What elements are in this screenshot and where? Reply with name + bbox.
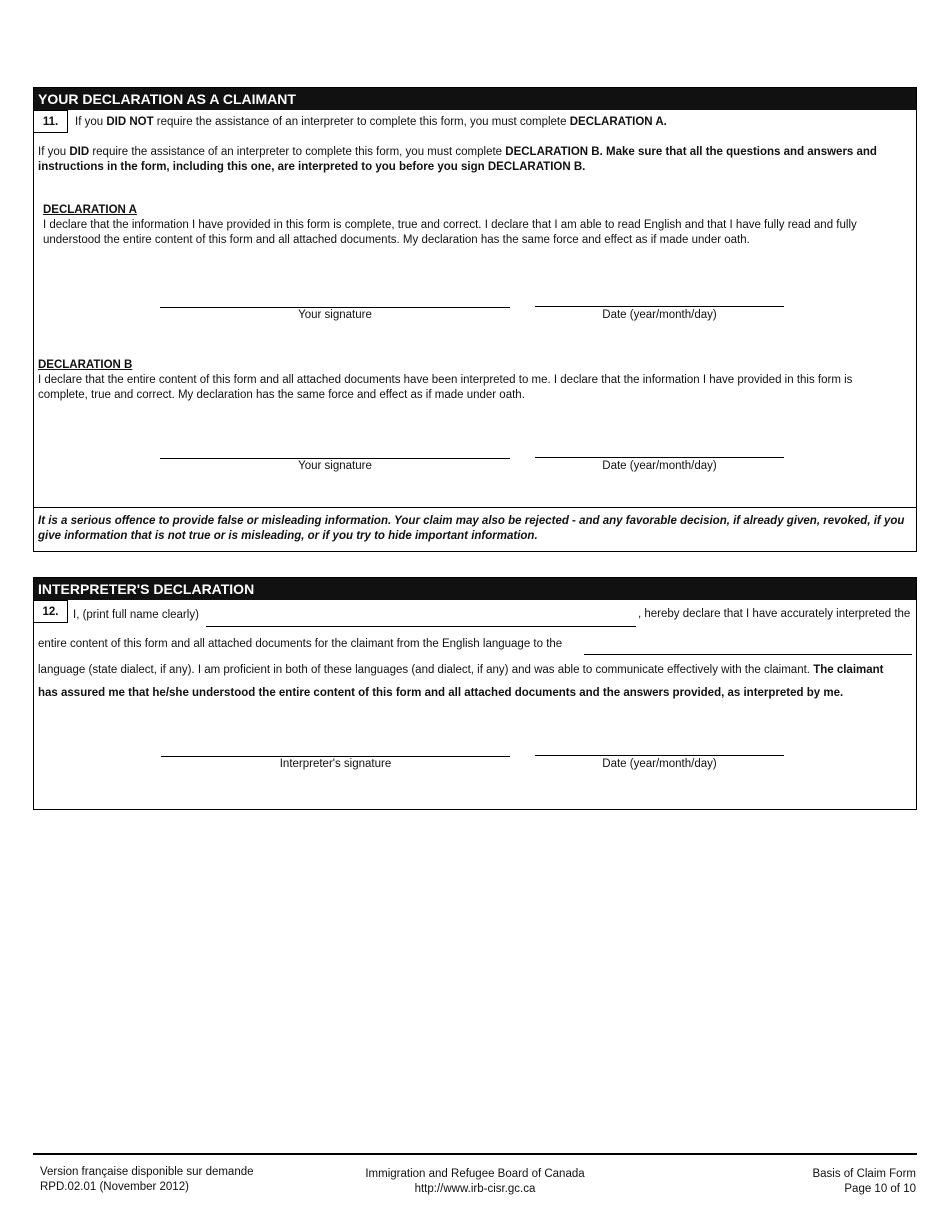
declaration-b-date-label: Date (year/month/day) bbox=[602, 460, 717, 472]
interpreter-signature-label: Interpreter's signature bbox=[279, 758, 392, 770]
question-number-12: 12. bbox=[34, 600, 68, 623]
interpreter-declaration-section bbox=[33, 577, 917, 810]
interpreter-date-label: Date (year/month/day) bbox=[602, 758, 717, 770]
interpreter-name-prefix: I, (print full name clearly) bbox=[73, 609, 199, 621]
claimant-section-title: YOUR DECLARATION AS A CLAIMANT bbox=[34, 88, 916, 110]
interpreter-line-3: language (state dialect, if any). I am proficient in both of these languages (and dialect, if any) and was able to communicate effectively with the claimant. The claimant bbox=[38, 664, 884, 676]
declaration-b-signature-line[interactable] bbox=[160, 458, 510, 459]
french-version-note: Version française disponible sur demande bbox=[40, 1166, 254, 1178]
question-11-text: If you DID NOT require the assistance of an interpreter to complete this form, you must complete DECLARATION A. bbox=[75, 116, 667, 128]
claimant-declaration-section bbox=[33, 87, 917, 552]
organization-name: Immigration and Refugee Board of Canada bbox=[365, 1168, 585, 1180]
declaration-b-date-line[interactable] bbox=[535, 457, 784, 458]
interpreter-signature-line[interactable] bbox=[161, 756, 510, 757]
declaration-b-text: I declare that the entire content of this form and all attached documents have been interpreted to me. I declare that the information I have provided in this form is complete, true and correct. My declaration has the same force and effect as if made under oath. bbox=[38, 374, 853, 401]
false-information-warning: It is a serious offence to provide false or misleading information. Your claim may also be rejected - and any favorable decision, if already given, revoked, if you give information that is not true or is misleading, or if you try to hide important information. bbox=[38, 515, 905, 542]
declaration-a-signature-label: Your signature bbox=[298, 309, 372, 321]
footer-left bbox=[40, 1165, 254, 1195]
form-code: RPD.02.01 (November 2012) bbox=[40, 1181, 189, 1193]
declaration-b-heading: DECLARATION B bbox=[38, 359, 133, 371]
footer-right bbox=[812, 1167, 916, 1197]
footer-rule bbox=[33, 1153, 917, 1155]
interpreter-line-2: entire content of this form and all attached documents for the claimant from the English language to the bbox=[38, 638, 563, 650]
declaration-a-heading: DECLARATION A bbox=[43, 204, 137, 216]
interpreter-name-suffix: , hereby declare that I have accurately interpreted the bbox=[638, 608, 911, 620]
warning-divider bbox=[34, 507, 916, 508]
interpreter-needed-instruction: If you DID require the assistance of an interpreter to complete this form, you must complete DECLARATION B. Make sure that all the questions and answers and instructions in the form, including this one, are interpreted to you before you sign DECLARATION B. bbox=[38, 146, 877, 173]
declaration-a-date-label: Date (year/month/day) bbox=[602, 309, 717, 321]
interpreter-line-4: has assured me that he/she understood the entire content of this form and all attached documents and the answers provided, as interpreted by me. bbox=[38, 687, 844, 699]
page-number: Page 10 of 10 bbox=[844, 1183, 916, 1195]
declaration-a-text: I declare that the information I have provided in this form is complete, true and correct. I declare that I am able to read English and that I have fully read and fully understood the entire content of this form and all attached documents. My declaration has the same force and effect as if made under oath. bbox=[43, 219, 857, 246]
declaration-a-signature-line[interactable] bbox=[160, 307, 510, 308]
organization-url[interactable]: http://www.irb-cisr.gc.ca bbox=[414, 1183, 536, 1195]
footer-center bbox=[325, 1167, 625, 1197]
declaration-b-signature-label: Your signature bbox=[298, 460, 372, 472]
interpreter-date-line[interactable] bbox=[535, 755, 784, 756]
interpreter-section-title: INTERPRETER'S DECLARATION bbox=[34, 578, 916, 600]
target-language-field[interactable] bbox=[584, 654, 912, 655]
declaration-a-date-line[interactable] bbox=[535, 306, 784, 307]
question-number-11: 11. bbox=[34, 110, 68, 133]
interpreter-full-name-field[interactable] bbox=[206, 626, 636, 627]
form-name: Basis of Claim Form bbox=[812, 1168, 916, 1180]
